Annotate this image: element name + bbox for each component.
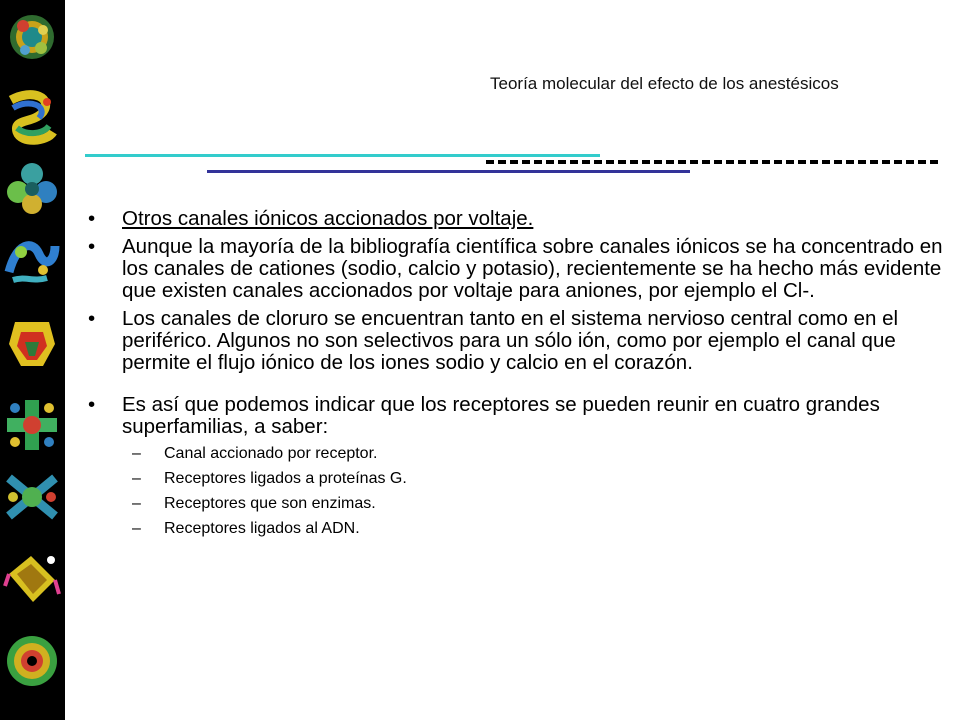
bullet-item (86, 308, 946, 374)
sub-item-marker: – (132, 495, 141, 512)
bullet-text-underlined: Otros canales iónicos accionados por voltaje. (122, 207, 534, 230)
slide-content (86, 208, 946, 538)
sub-item-marker: – (132, 445, 141, 462)
decorative-rule-cyan (85, 154, 600, 157)
bullet-item (86, 236, 946, 302)
protein-structure-2-icon (3, 88, 61, 146)
sub-item (86, 495, 946, 513)
bullet-item (86, 208, 946, 230)
sub-item (86, 445, 946, 463)
slide-title: Teoría molecular del efecto de los anestésicos (490, 74, 839, 93)
bullet-item (86, 394, 946, 438)
bullet-marker: • (88, 307, 96, 330)
sub-item (86, 520, 946, 538)
sub-item-text: Receptores ligados a proteínas G. (164, 470, 407, 487)
protein-structure-1-icon (3, 8, 61, 66)
protein-structure-7-icon (3, 468, 61, 526)
bullet-marker: • (88, 235, 96, 258)
protein-structure-3-icon (3, 160, 61, 218)
protein-structure-8-icon (3, 550, 61, 608)
sub-item (86, 470, 946, 488)
bullet-text: Aunque la mayoría de la bibliografía científica sobre canales iónicos se ha concentrado en los canales de cationes (sodio, calcio y potasio), recientemente se ha hecho más evidente que existen canales accionados por voltaje para aniones, por ejemplo el Cl-. (122, 235, 943, 302)
decorative-rule-dashed (486, 160, 938, 164)
bullet-text: Los canales de cloruro se encuentran tanto en el sistema nervioso central como en el periférico. Algunos no son selectivos para un sólo ión, como por ejemplo el canal que permite el flujo iónico de los iones sodio y calcio en el corazón. (122, 307, 899, 374)
protein-structure-9-icon (3, 632, 61, 690)
sub-item-marker: – (132, 470, 141, 487)
bullet-marker: • (88, 207, 96, 230)
sidebar (0, 0, 65, 720)
sub-item-text: Canal accionado por receptor. (164, 445, 378, 462)
sub-item-marker: – (132, 520, 141, 537)
protein-structure-4-icon (3, 232, 61, 290)
decorative-rule-navy (207, 170, 690, 173)
protein-structure-6-icon (3, 396, 61, 454)
sub-item-text: Receptores que son enzimas. (164, 495, 376, 512)
protein-structure-5-icon (3, 314, 61, 372)
bullet-text: Es así que podemos indicar que los receptores se pueden reunir en cuatro grandes superfamilias, a saber: (122, 393, 880, 438)
bullet-marker: • (88, 393, 96, 416)
sub-item-text: Receptores ligados al ADN. (164, 520, 360, 537)
